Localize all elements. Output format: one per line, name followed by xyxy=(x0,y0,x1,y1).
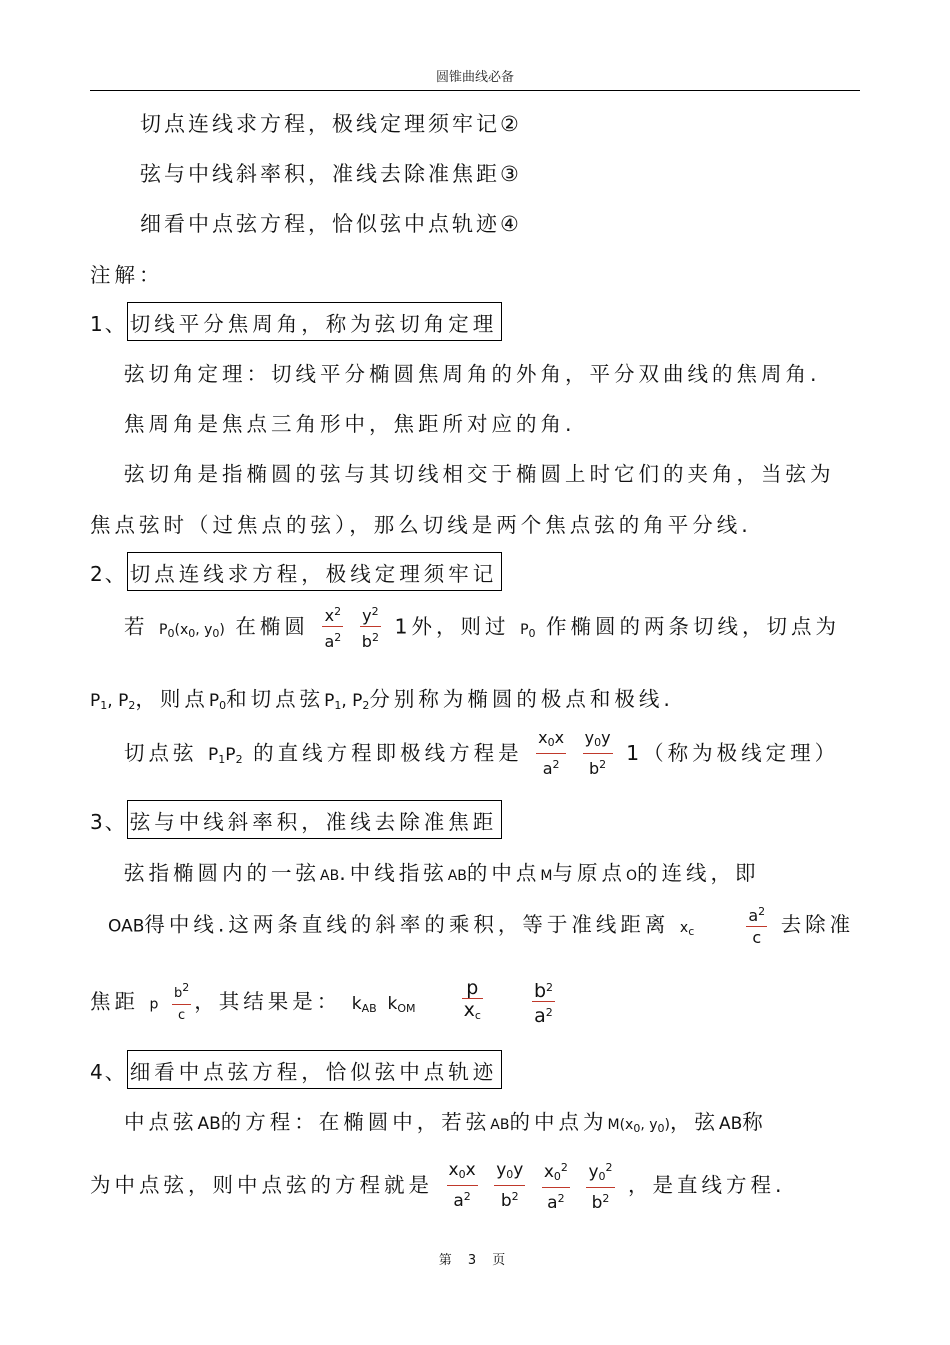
math-fraction: $\frac{b^2}{a^2}$ xyxy=(533,980,553,1027)
text-run: 的直线方程即极线方程是 xyxy=(253,741,523,765)
paragraph: 中点弦AB的方程：在椭圆中，若弦AB的中点为$M(x_0$, $y_0$)，弦AB称 xyxy=(124,1110,767,1135)
section-number: 3、 xyxy=(90,810,127,834)
text-run: ，弦 xyxy=(669,1110,719,1134)
math-fraction: $\frac{p}{x_c}$ xyxy=(463,977,481,1022)
paragraph xyxy=(90,978,558,1027)
text-run: ，则点 xyxy=(135,687,209,711)
math-expression: $P_0(x_0$, $y_0$) xyxy=(159,621,225,640)
paragraph: 弦切角定理：切线平分椭圆焦周角的外角，平分双曲线的焦周角. xyxy=(124,362,821,386)
paragraph xyxy=(108,902,854,949)
math-expression: $P_1$, $P_2$ xyxy=(90,691,136,712)
math-fraction: $\frac{x_0x}{a^2}$ xyxy=(448,1160,476,1211)
math-expression: $P_1$, $P_2$ xyxy=(324,691,370,712)
text-run: 去除准 xyxy=(780,912,855,937)
math-fraction: $\frac{a^2}{c}$ xyxy=(746,902,767,949)
boxed-title: 切点连线求方程，极线定理须牢记 xyxy=(127,552,503,591)
paragraph xyxy=(124,728,839,780)
boxed-title: 细看中点弦方程，恰似弦中点轨迹 xyxy=(127,1050,503,1089)
text-run: 的方程：在椭圆中，若弦 xyxy=(220,1110,491,1134)
notes-title: 注解： xyxy=(90,263,164,287)
boxed-title: 切线平分焦周角，称为弦切角定理 xyxy=(127,302,503,341)
paragraph: 焦点弦时（过焦点的弦），那么切线是两个焦点弦的角平分线. xyxy=(90,513,752,537)
header-rule xyxy=(90,90,860,91)
text-run: 弦指椭圆内的一弦 xyxy=(124,861,320,885)
math-fraction: $\frac{x_0^2}{a^2}$ xyxy=(542,1158,570,1214)
math-fraction: $\frac{y_0^2}{b^2}$ xyxy=(586,1158,614,1214)
math-expression: $P_0$ xyxy=(208,691,227,712)
text-run: 得中线.这两条直线的斜率的乘积，等于准线距离 xyxy=(144,912,670,937)
math-expression: $P_0$ xyxy=(520,621,536,640)
text-run: 和切点弦 xyxy=(226,687,325,711)
section-4-heading xyxy=(90,1050,502,1089)
section-1-heading xyxy=(90,302,502,341)
math-expression: $k_{AB}$ $k_{OM}$ xyxy=(351,993,416,1015)
page-number: 第 3 页 xyxy=(438,1253,512,1268)
text-run: 分别称为椭圆的极点和极线. xyxy=(369,687,674,711)
math-expression: $M(x_0$, $y_0$) xyxy=(607,1117,670,1135)
math-fraction: $\frac{y_0y}{b^2}$ xyxy=(496,1160,524,1211)
text-run: 与原点 xyxy=(552,861,626,885)
text-run: 若 xyxy=(124,614,149,639)
section-2-heading xyxy=(90,552,502,591)
text-run: ，其结果是： xyxy=(194,989,342,1014)
text-run: 1外，则过 xyxy=(394,614,510,639)
text-run: 的中点 xyxy=(466,861,541,885)
math-fraction: $\frac{b^2}{c}$ xyxy=(172,978,191,1027)
paragraph xyxy=(90,682,674,712)
math-expression: $P_1P_2$ xyxy=(208,745,243,766)
paragraph: 弦指椭圆内的一弦AB.中线指弦AB的中点M与原点O的连线，即 xyxy=(124,861,760,885)
math-expression: $x_c$ xyxy=(679,919,695,938)
math-expression: p xyxy=(149,996,159,1013)
section-number: 4、 xyxy=(90,1060,127,1084)
text-run: 焦距 xyxy=(90,989,139,1014)
section-3-heading xyxy=(90,800,502,839)
math-expression: OAB xyxy=(108,916,145,937)
verse-line: 细看中点弦方程，恰似弦中点轨迹④ xyxy=(140,212,522,236)
math-fraction: $\frac{y_0y}{b^2}$ xyxy=(584,728,611,778)
verse-line: 切点连线求方程，极线定理须牢记② xyxy=(140,112,522,136)
text-run: .中线指弦 xyxy=(339,861,448,885)
text-run: 为中点弦，则中点弦的方程就是 xyxy=(90,1173,433,1197)
text-run: 称 xyxy=(742,1110,767,1134)
math-fraction: $\frac{y^2}{b^2}$ xyxy=(360,602,381,653)
paragraph xyxy=(90,1158,786,1214)
page-header: 圆锥曲线必备 xyxy=(435,70,514,85)
paragraph xyxy=(124,602,840,653)
section-number: 2、 xyxy=(90,562,127,586)
paragraph: 焦周角是焦点三角形中，焦距所对应的角. xyxy=(124,412,576,436)
text-run: 1（称为极线定理） xyxy=(626,741,840,765)
boxed-title: 弦与中线斜率积，准线去除准焦距 xyxy=(127,800,503,839)
text-run: 中点弦 xyxy=(124,1110,198,1134)
math-fraction: $\frac{x_0x}{a^2}$ xyxy=(538,728,565,778)
text-run: 在椭圆 xyxy=(235,614,309,639)
text-run: 作椭圆的两条切线，切点为 xyxy=(546,614,841,639)
section-number: 1、 xyxy=(90,312,127,336)
text-run: 的中点为 xyxy=(509,1110,608,1134)
text-run: 的连线，即 xyxy=(637,861,760,885)
text-run: 切点弦 xyxy=(124,741,198,765)
verse-line: 弦与中线斜率积，准线去除准焦距③ xyxy=(140,162,522,186)
paragraph: 弦切角是指椭圆的弦与其切线相交于椭圆上时它们的夹角，当弦为 xyxy=(124,462,835,486)
text-run: ，是直线方程. xyxy=(628,1173,786,1197)
math-fraction: $\frac{x^2}{a^2}$ xyxy=(322,602,343,653)
